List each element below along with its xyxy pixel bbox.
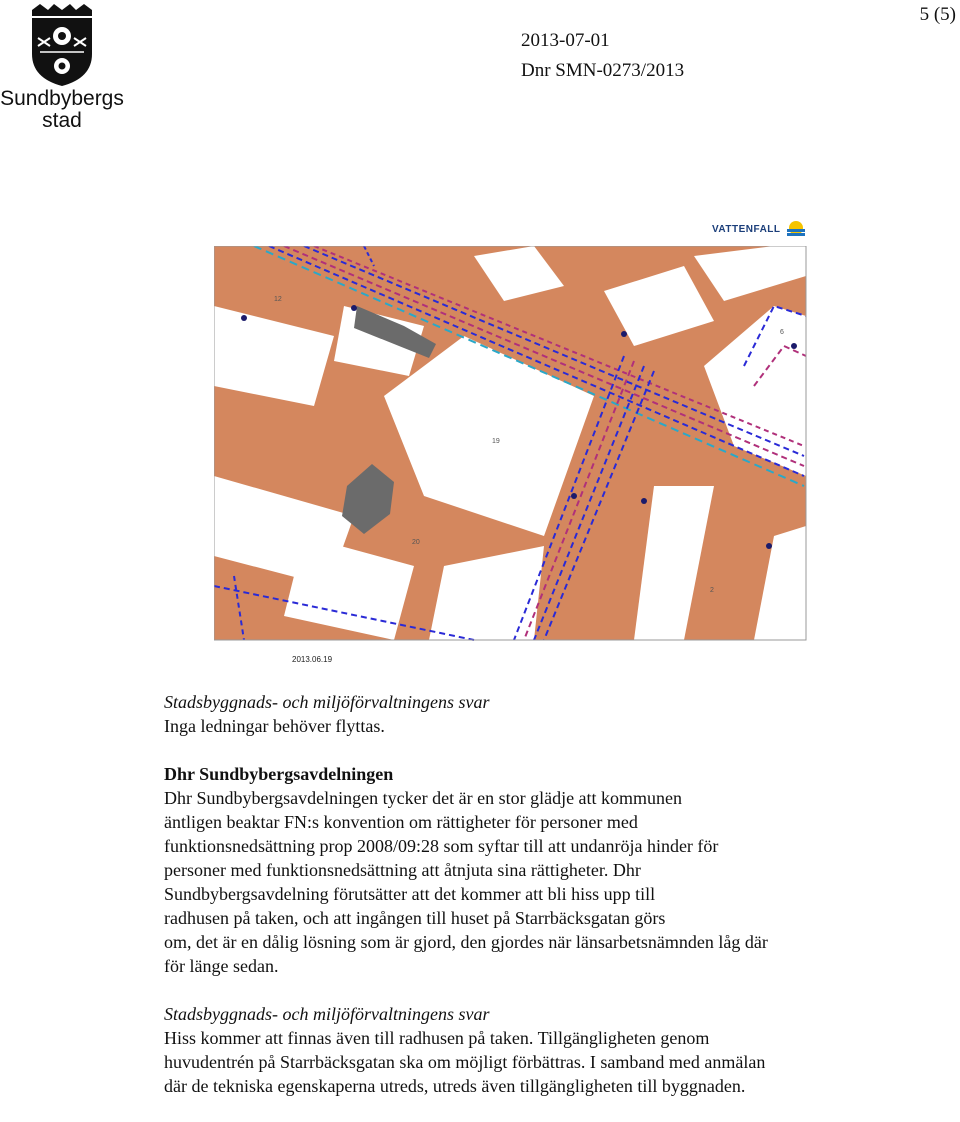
document-body [164, 690, 884, 1122]
cable-node [621, 331, 627, 337]
section-line: funktionsnedsättning prop 2008/09:28 som syftar till att undanröja hinder för [164, 836, 719, 856]
sundbyberg-logo [0, 0, 124, 140]
document-date: 2013-07-01 [521, 30, 610, 51]
section-line: Inga ledningar behöver flyttas. [164, 716, 385, 736]
coat-of-arms-icon [26, 2, 98, 88]
section-line: personer med funktionsnedsättning att åtnjuta sina rättigheter. Dhr [164, 860, 641, 880]
cable-node [351, 305, 357, 311]
section-line: för länge sedan. [164, 956, 279, 976]
vattenfall-logo [712, 220, 807, 238]
map-drawing [214, 246, 810, 686]
section-heading: Stadsbyggnads- och miljöförvaltningens svar [164, 1004, 490, 1024]
section-line: där de tekniska egenskaperna utreds, utreds även tillgängligheten till byggnaden. [164, 1076, 746, 1096]
cable-node [571, 493, 577, 499]
cable-node [241, 315, 247, 321]
section-line: om, det är en dålig lösning som är gjord, den gjordes när länsarbetsnämnden låg där [164, 932, 768, 952]
cable-node [766, 543, 772, 549]
section-line: Hiss kommer att finnas även till radhusen på taken. Tillgängligheten genom [164, 1028, 710, 1048]
section-line: huvudentrén på Starrbäcksgatan ska om möjligt förbättras. I samband med anmälan [164, 1052, 766, 1072]
cable-node [791, 343, 797, 349]
section-line: äntligen beaktar FN:s konvention om rättigheter för personer med [164, 812, 638, 832]
property-label: 12 [274, 296, 282, 303]
section [164, 690, 884, 738]
map-date: 2013.06.19 [292, 655, 333, 664]
logo-name-line2: stad [42, 109, 82, 132]
section-heading: Stadsbyggnads- och miljöförvaltningens svar [164, 692, 490, 712]
page-number: 5 (5) [919, 4, 956, 25]
section-heading: Dhr Sundbybergsavdelningen [164, 764, 394, 784]
property-label: 19 [492, 438, 500, 445]
section-line: Sundbybergsavdelning förutsätter att det kommer att bli hiss upp till [164, 884, 656, 904]
vattenfall-sun-icon [785, 220, 807, 238]
document-dnr: Dnr SMN-0273/2013 [521, 60, 685, 81]
section [164, 1002, 884, 1098]
section-line: radhusen på taken, och att ingången till huset på Starrbäcksgatan görs [164, 908, 666, 928]
vattenfall-logo-text: VATTENFALL [712, 223, 781, 235]
section [164, 762, 884, 978]
cable-node [641, 498, 647, 504]
section-line: Dhr Sundbybergsavdelningen tycker det är en stor glädje att kommunen [164, 788, 683, 808]
property-label: 20 [412, 539, 420, 546]
property-label: 2 [710, 587, 714, 594]
property-label: 6 [780, 329, 784, 336]
logo-name-line1: Sundbybergs [0, 87, 124, 110]
utility-map [214, 216, 810, 676]
